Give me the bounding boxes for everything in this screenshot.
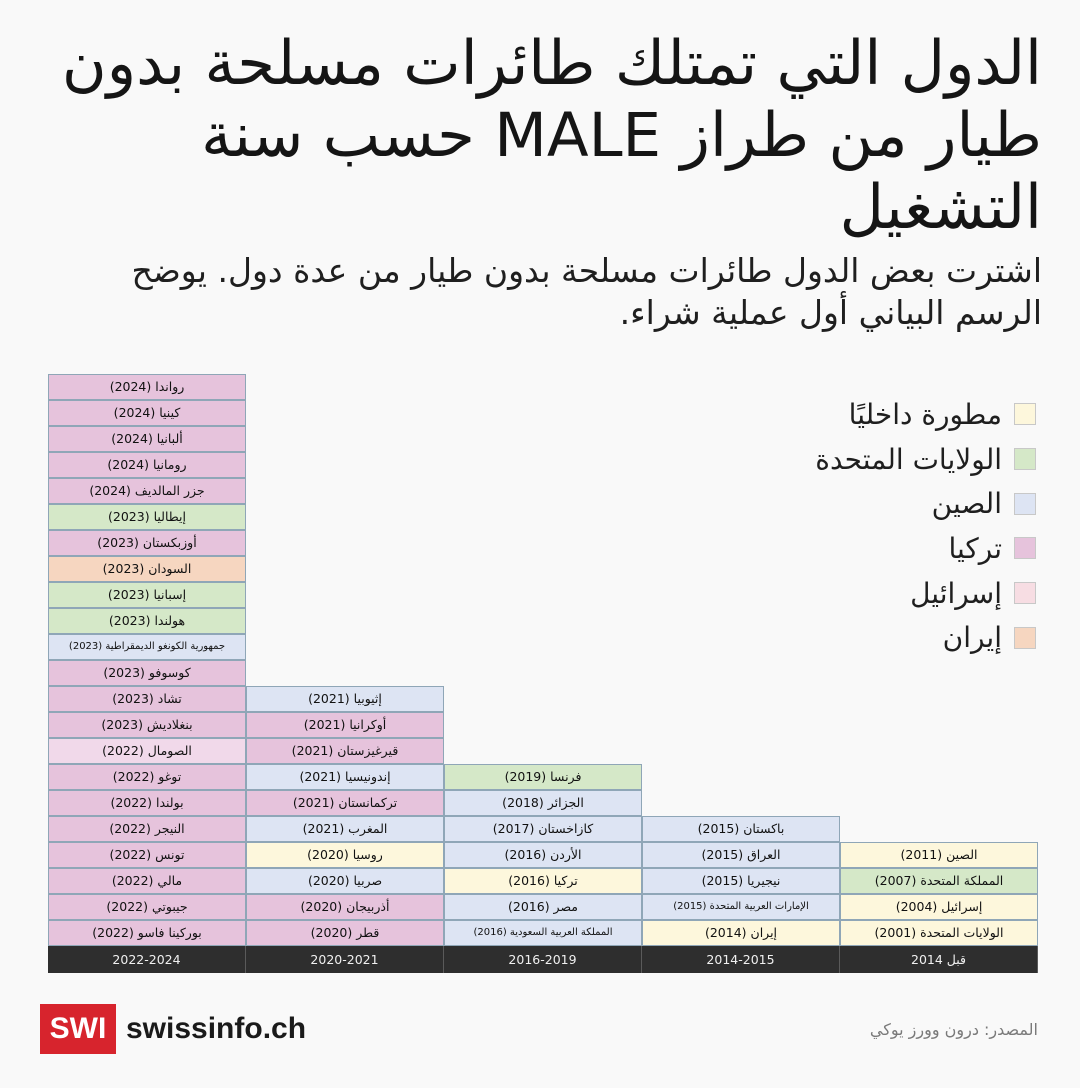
country-cell: إثيوبيا (2021) [246,686,444,712]
legend-label: مطورة داخليًا [848,397,1002,431]
country-cell: بوركينا فاسو (2022) [48,920,246,946]
country-cell: قيرغيزستان (2021) [246,738,444,764]
country-cell: الإمارات العربية المتحدة (2015) [642,894,840,920]
country-cell: أوكرانيا (2021) [246,712,444,738]
swi-logo-box: SWI [40,1004,116,1054]
country-cell: فرنسا (2019) [444,764,642,790]
country-cell: ألبانيا (2024) [48,426,246,452]
country-cell: بولندا (2022) [48,790,246,816]
country-cell: كينيا (2024) [48,400,246,426]
period-label: 2016-2019 [444,946,642,973]
swissinfo-logo[interactable] [40,1004,306,1054]
legend-label: إيران [942,621,1002,655]
period-label: قبل 2014 [840,946,1038,973]
country-cell: تونس (2022) [48,842,246,868]
country-cell: رومانيا (2024) [48,452,246,478]
period-label: 2022-2024 [48,946,246,973]
country-cell: روسيا (2020) [246,842,444,868]
country-cell: الولايات المتحدة (2001) [840,920,1038,946]
country-cell: المملكة المتحدة (2007) [840,868,1038,894]
country-cell: كازاخستان (2017) [444,816,642,842]
country-cell: صربيا (2020) [246,868,444,894]
chart-title: الدول التي تمتلك طائرات مسلحة بدون طيار من طراز MALE حسب سنة التشغيل [61,28,1042,243]
country-cell: جزر المالديف (2024) [48,478,246,504]
country-cell: المغرب (2021) [246,816,444,842]
country-cell: النيجر (2022) [48,816,246,842]
country-cell: تشاد (2023) [48,686,246,712]
country-cell: باكستان (2015) [642,816,840,842]
legend-label: الصين [931,487,1002,521]
country-cell: قطر (2020) [246,920,444,946]
period-label: 2014-2015 [642,946,840,973]
legend-label: تركيا [948,531,1002,565]
legend-label: إسرائيل [910,576,1002,610]
country-cell: نيجيريا (2015) [642,868,840,894]
country-cell: أوزبكستان (2023) [48,530,246,556]
country-cell: هولندا (2023) [48,608,246,634]
country-cell: رواندا (2024) [48,374,246,400]
chart-subtitle: اشترت بعض الدول طائرات مسلحة بدون طيار من عدة دول. يوضح الرسم البياني أول عملية شراء. [131,251,1042,332]
country-cell: مصر (2016) [444,894,642,920]
country-cell: إسبانيا (2023) [48,582,246,608]
country-cell: الأردن (2016) [444,842,642,868]
country-cell: العراق (2015) [642,842,840,868]
country-cell: المملكة العربية السعودية (2016) [444,920,642,946]
country-cell: توغو (2022) [48,764,246,790]
country-cell: إيران (2014) [642,920,840,946]
country-cell: إسرائيل (2004) [840,894,1038,920]
country-cell: إيطاليا (2023) [48,504,246,530]
country-cell: إندونيسيا (2021) [246,764,444,790]
country-cell: تركيا (2016) [444,868,642,894]
country-cell: كوسوفو (2023) [48,660,246,686]
country-cell: جيبوتي (2022) [48,894,246,920]
country-cell: مالي (2022) [48,868,246,894]
country-cell: السودان (2023) [48,556,246,582]
country-cell: الصين (2011) [840,842,1038,868]
country-cell: تركمانستان (2021) [246,790,444,816]
country-cell: جمهورية الكونغو الديمقراطية (2023) [48,634,246,660]
country-cell: الجزائر (2018) [444,790,642,816]
country-cell: بنغلاديش (2023) [48,712,246,738]
country-cell: أذربيجان (2020) [246,894,444,920]
legend-label: الولايات المتحدة [815,442,1002,476]
source-note: المصدر: درون وورز يوكي [869,1020,1038,1039]
period-label: 2020-2021 [246,946,444,973]
logo-wordmark: swissinfo.ch [126,1012,307,1045]
country-cell: الصومال (2022) [48,738,246,764]
